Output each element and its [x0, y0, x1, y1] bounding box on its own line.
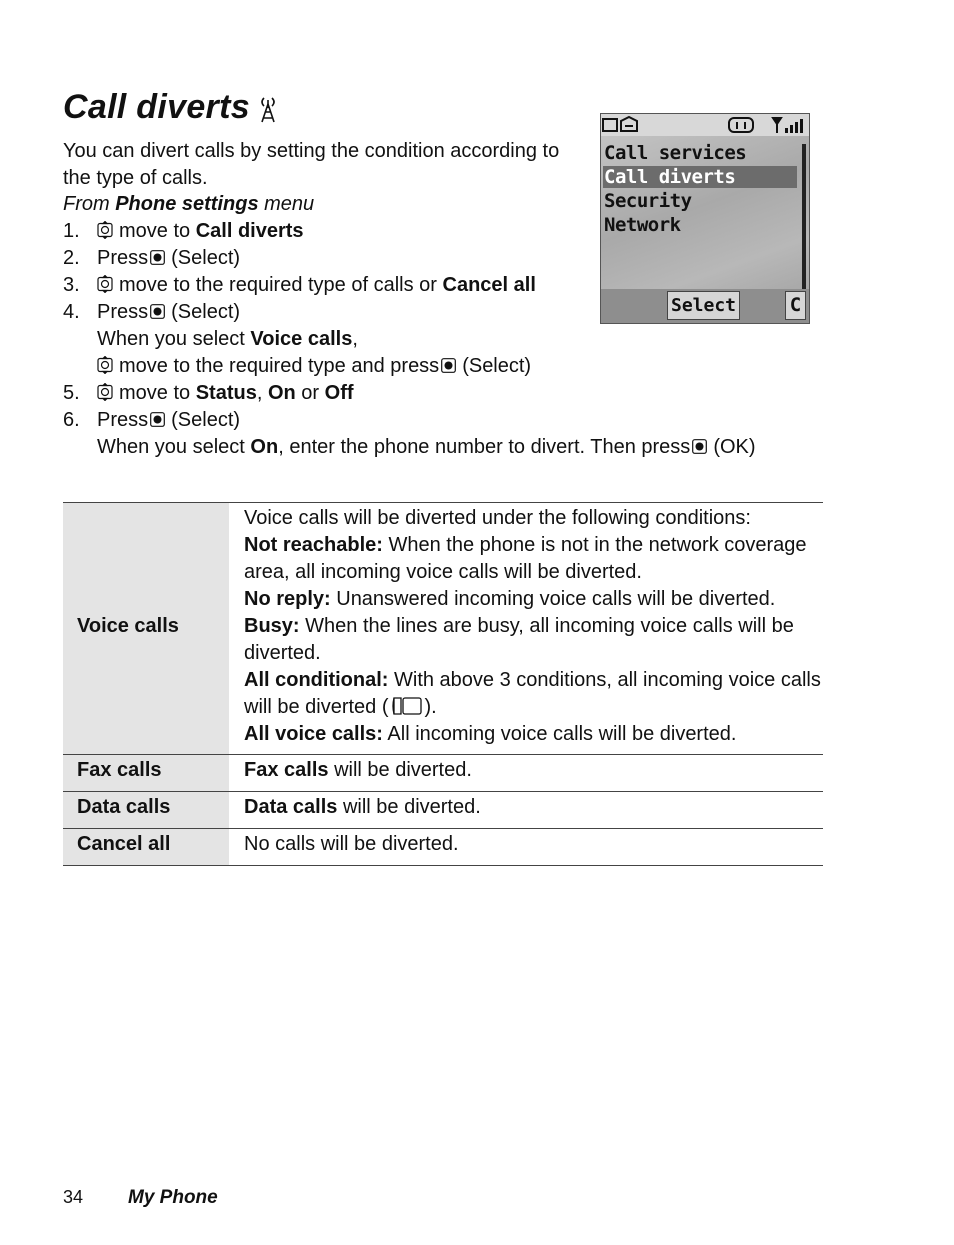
row-label: Voice calls: [63, 503, 229, 755]
voice-intro: Voice calls will be diverted under the following conditions:: [244, 507, 751, 529]
sub-text-after: (Select): [462, 355, 532, 377]
row-description: [229, 503, 823, 755]
condition-name: No reply:: [244, 588, 331, 610]
from-line: [63, 191, 314, 218]
sub-text: When you select: [97, 436, 251, 458]
condition-desc: With above 3 conditions, all incoming voice calls will be diverted (: [244, 669, 821, 718]
step-number: 5.: [63, 382, 80, 404]
condition-desc: When the lines are busy, all incoming voice calls will be diverted.: [244, 615, 794, 664]
navigation-key-icon: [97, 355, 113, 373]
step-text: move to the required type of calls or: [119, 274, 443, 296]
page-title-text: Call diverts: [63, 88, 250, 126]
select-key-icon: [441, 354, 456, 369]
step-bold-on: On: [267, 382, 296, 404]
table-row: [63, 755, 823, 792]
divert-conditions-table: [63, 502, 823, 866]
network-antenna-icon: [258, 94, 278, 133]
row-bold: Fax calls: [244, 759, 329, 781]
step-text: Press: [97, 409, 149, 431]
sub-end: (OK): [713, 436, 756, 458]
row-description: No calls will be diverted.: [244, 833, 459, 855]
folder-phone-icon: [391, 696, 423, 716]
table-row: [63, 829, 823, 866]
step-text-after: (Select): [171, 301, 241, 323]
step-bold: Call diverts: [195, 220, 304, 242]
page-title: [63, 88, 278, 133]
step-sep: or: [295, 382, 325, 404]
navigation-key-icon: [97, 220, 113, 238]
step-text-after: (Select): [171, 247, 241, 269]
row-description: [229, 792, 823, 829]
condition-name: All voice calls:: [244, 723, 383, 745]
row-label: Data calls: [63, 792, 229, 829]
step-6-sub-1: [97, 434, 756, 461]
from-prefix: From: [63, 193, 116, 215]
signal-antenna-icon: [773, 118, 781, 133]
phone-menu-item: Security: [604, 190, 692, 212]
step-sep: ,: [256, 382, 268, 404]
row-text: will be diverted.: [328, 759, 472, 781]
step-4-sub-1: [97, 326, 756, 353]
condition-desc: All incoming voice calls will be diverted.: [382, 723, 737, 745]
condition-desc-end: ).: [424, 696, 437, 718]
from-suffix: menu: [258, 193, 315, 215]
phone-status-bar: [601, 114, 809, 136]
sub-text: When you select: [97, 328, 251, 350]
step-text: move to: [119, 382, 196, 404]
phone-clear-soft-key: C: [785, 291, 806, 320]
phone-menu-item: Call services: [604, 142, 747, 164]
select-key-icon: [150, 246, 165, 261]
step-number: 1.: [63, 220, 80, 242]
step-5: [63, 380, 756, 407]
page-number: 34: [63, 1187, 84, 1207]
step-text: move to: [119, 220, 196, 242]
phone-select-soft-key: Select: [667, 291, 740, 320]
condition-not-reachable: [244, 532, 823, 586]
step-number: 6.: [63, 409, 80, 431]
table-row: [63, 792, 823, 829]
ringer-mode-icon: [729, 118, 753, 132]
from-menu: Phone settings: [115, 193, 259, 215]
condition-busy: [244, 613, 823, 667]
select-key-icon: [150, 408, 165, 423]
row-label: Cancel all: [63, 829, 229, 866]
step-bold-off: Off: [324, 382, 354, 404]
condition-name: All conditional:: [244, 669, 389, 691]
select-key-icon: [692, 435, 707, 450]
condition-all-conditional: [244, 667, 823, 721]
step-text-after: (Select): [171, 409, 241, 431]
sub-suffix: , enter the phone number to divert. Then press: [278, 436, 691, 458]
phone-scrollbar: [802, 144, 806, 292]
step-number: 2.: [63, 247, 80, 269]
sub-text: move to the required type and press: [119, 355, 440, 377]
sub-bold: On: [250, 436, 279, 458]
phone-menu-item-selected: Call diverts: [603, 166, 797, 188]
phone-menu-item: Network: [604, 214, 681, 236]
select-key-icon: [150, 300, 165, 315]
step-number: 3.: [63, 274, 80, 296]
condition-name: Busy:: [244, 615, 300, 637]
step-number: 4.: [63, 301, 80, 323]
row-description: [229, 755, 823, 792]
step-4-sub-2: [97, 353, 756, 380]
table-row: [63, 503, 823, 755]
navigation-key-icon: [97, 382, 113, 400]
home-network-icon: [621, 117, 637, 131]
step-3: [63, 272, 587, 299]
condition-desc: Unanswered incoming voice calls will be diverted.: [330, 588, 776, 610]
row-label: Fax calls: [63, 755, 229, 792]
message-envelope-icon: [603, 119, 617, 131]
condition-name: Not reachable:: [244, 534, 383, 556]
condition-desc: When the phone is not in the network coverage area, all incoming voice calls will be diverted.: [244, 534, 807, 583]
step-bold: Cancel all: [442, 274, 536, 296]
condition-all-voice: [244, 721, 823, 748]
step-bold-status: Status: [195, 382, 257, 404]
row-bold: Data calls: [244, 796, 338, 818]
section-title: My Phone: [128, 1187, 218, 1208]
navigation-key-icon: [97, 274, 113, 292]
phone-screen: [600, 113, 810, 324]
sub-suffix: ,: [352, 328, 358, 350]
step-text: Press: [97, 301, 149, 323]
step-6: [63, 407, 756, 461]
step-text: Press: [97, 247, 149, 269]
condition-no-reply: [244, 586, 823, 613]
intro-paragraph: You can divert calls by setting the condition according to the type of calls.: [63, 140, 560, 189]
row-text: will be diverted.: [337, 796, 481, 818]
sub-bold: Voice calls: [250, 328, 353, 350]
